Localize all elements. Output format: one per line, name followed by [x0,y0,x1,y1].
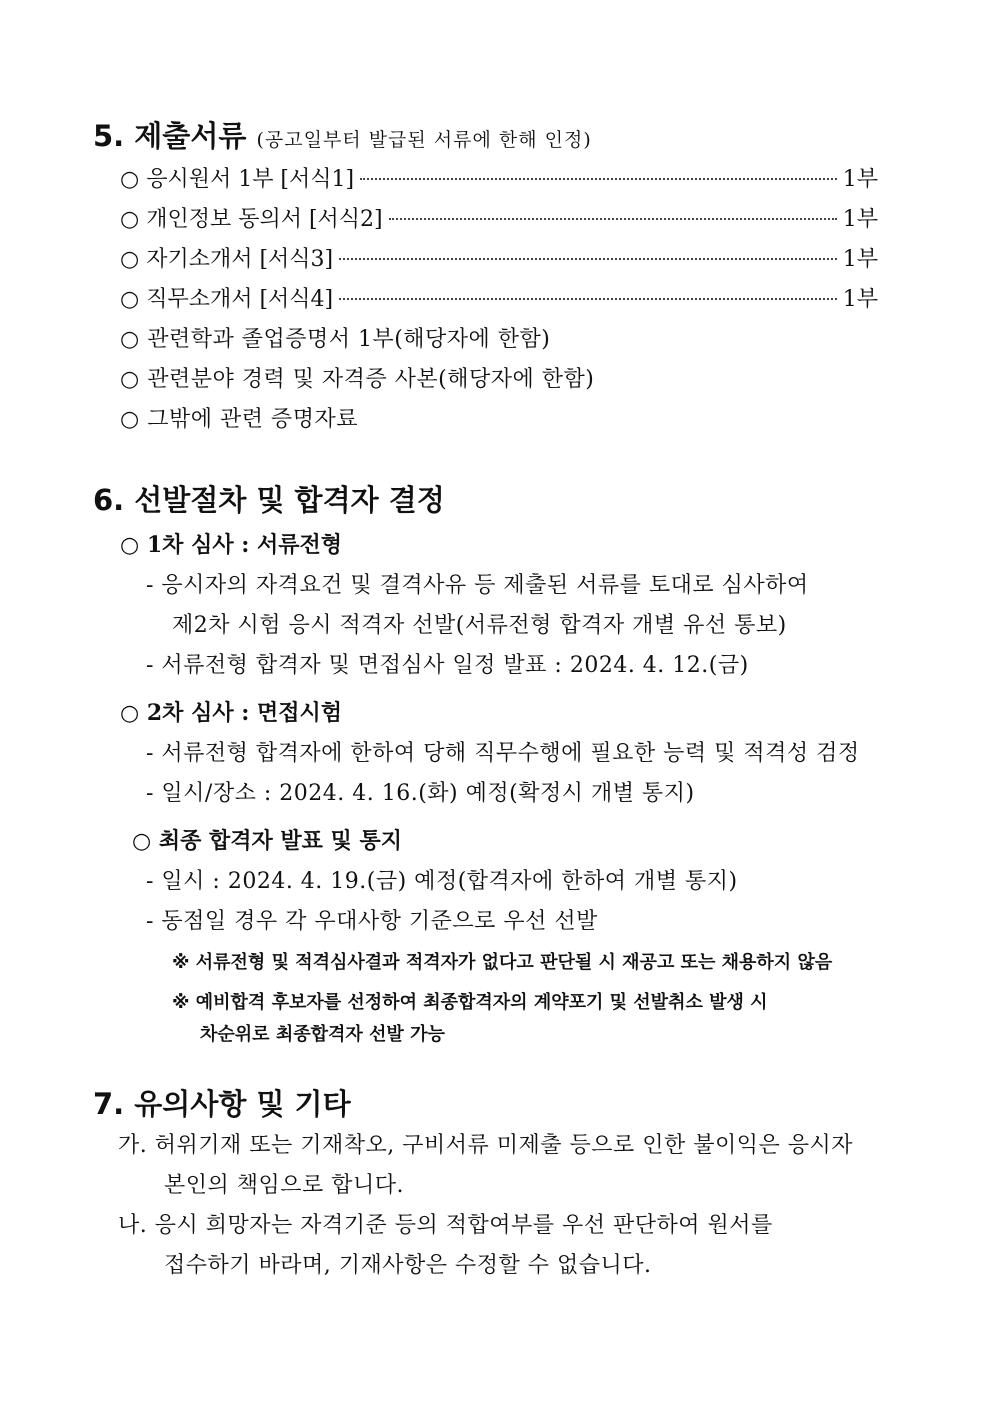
document-count: 1부 [842,247,878,272]
stage1-heading: ○ 1차 심사 : 서류전형 [120,532,343,558]
document-row [120,282,878,313]
extra-document: ○ 그밖에 관련 증명자료 [120,407,358,432]
notice-item: 접수하기 바라며, 기재사항은 수정할 수 없습니다. [164,1253,652,1278]
remark-note: ※ 예비합격 후보자를 선정하여 최종합격자의 계약포기 및 선발취소 발생 시 [172,992,768,1013]
final-heading: ○ 최종 합격자 발표 및 통지 [132,828,403,854]
document-row [120,202,878,233]
extra-document: ○ 관련학과 졸업증명서 1부(해당자에 한함) [120,327,551,352]
section6-heading: 6. 선발절차 및 합격자 결정 [93,483,445,517]
stage2-item: - 서류전형 합격자에 한하여 당해 직무수행에 필요한 능력 및 적격성 검정 [146,741,860,766]
section5-title: 5. 제출서류 [93,119,247,153]
section7-heading: 7. 유의사항 및 기타 [93,1087,351,1121]
notice-item: 나. 응시 희망자는 자격기준 등의 적합여부를 우선 판단하여 원서를 [118,1213,773,1238]
notice-item: 가. 허위기재 또는 기재착오, 구비서류 미제출 등으로 인한 불이익은 응시자 [118,1133,853,1158]
notice-item: 본인의 책임으로 합니다. [164,1173,405,1198]
document-name: ○ 자기소개서 [서식3] [120,247,334,272]
dotted-leader [339,298,837,300]
document-count: 1부 [842,167,878,192]
document-row [120,162,878,193]
stage1-item: 제2차 시험 응시 적격자 선발(서류전형 합격자 개별 유선 통보) [172,613,787,638]
final-item: - 일시 : 2024. 4. 19.(금) 예정(합격자에 한하여 개별 통지) [146,869,738,894]
document-name: ○ 개인정보 동의서 [서식2] [120,207,383,232]
dotted-leader [389,218,837,220]
stage2-heading: ○ 2차 심사 : 면접시험 [120,700,343,726]
document-name: ○ 직무소개서 [서식4] [120,287,334,312]
dotted-leader [339,258,837,260]
remark-note: ※ 서류전형 및 적격심사결과 적격자가 없다고 판단될 시 재공고 또는 채용하지 않음 [172,952,833,973]
extra-document: ○ 관련분야 경력 및 자격증 사본(해당자에 한함) [120,367,595,392]
document-count: 1부 [842,287,878,312]
section5-heading [93,114,592,155]
dotted-leader [360,178,837,180]
document-count: 1부 [842,207,878,232]
section5-note: (공고일부터 발급된 서류에 한해 인정) [256,129,592,151]
remark-note: 차순위로 최종합격자 선발 가능 [200,1024,445,1045]
stage1-item: - 서류전형 합격자 및 면접심사 일정 발표 : 2024. 4. 12.(금) [146,653,749,678]
document-name: ○ 응시원서 1부 [서식1] [120,167,355,192]
stage1-item: - 응시자의 자격요건 및 결격사유 등 제출된 서류를 토대로 심사하여 [146,573,809,598]
document-row [120,242,878,273]
stage2-item: - 일시/장소 : 2024. 4. 16.(화) 예정(확정시 개별 통지) [146,781,695,806]
final-item: - 동점일 경우 각 우대사항 기준으로 우선 선발 [146,909,598,934]
